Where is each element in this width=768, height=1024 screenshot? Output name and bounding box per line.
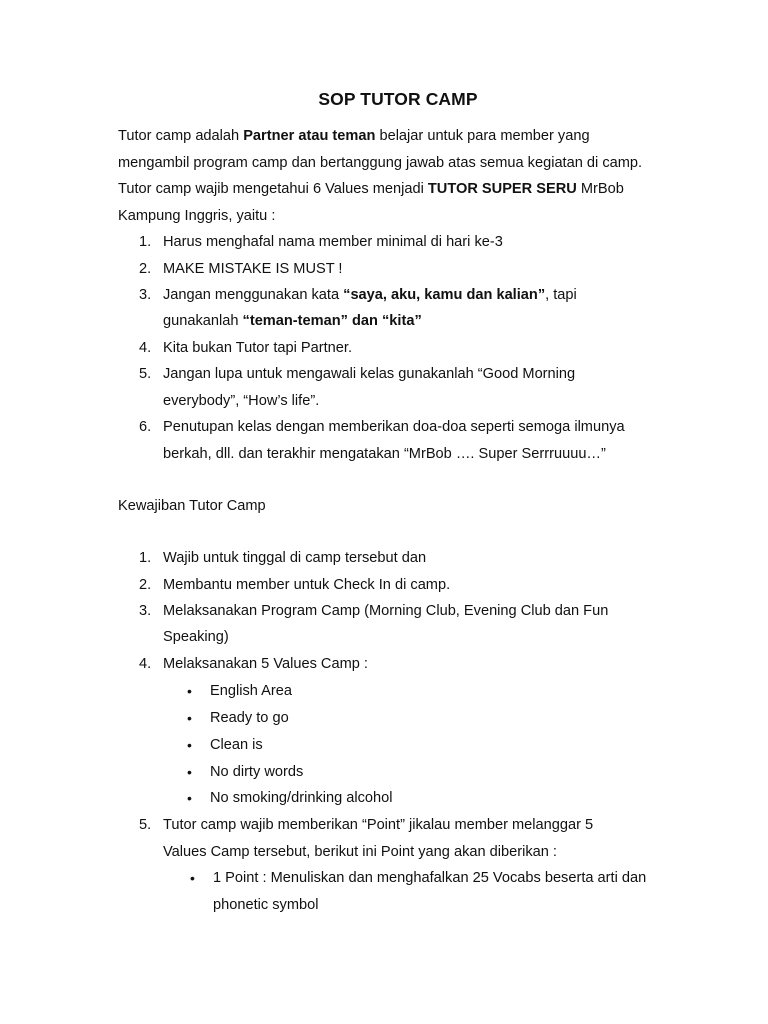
section-heading-kewajiban: Kewajiban Tutor Camp bbox=[118, 498, 266, 514]
values-number-1: 1. bbox=[139, 234, 152, 250]
bullet-icon: • bbox=[190, 870, 195, 886]
intro-line-2: mengambil program camp dan bertanggung jawab atas semua kegiatan di camp. bbox=[118, 155, 643, 171]
values-number-5: 5. bbox=[139, 366, 152, 382]
values-item-3-cont bbox=[163, 312, 422, 330]
values-camp-item: No smoking/drinking alcohol bbox=[210, 790, 393, 806]
intro-bold-tutor-super-seru: TUTOR SUPER SERU bbox=[427, 181, 577, 197]
intro-text: MrBob bbox=[576, 181, 624, 197]
bullet-icon: • bbox=[187, 683, 192, 699]
intro-text: Tutor camp adalah bbox=[118, 128, 244, 144]
bullet-icon: • bbox=[187, 710, 192, 726]
kewajiban-item-5-cont: Values Camp tersebut, berikut ini Point yang akan diberikan : bbox=[163, 844, 557, 860]
values-item-3-text: , tapi bbox=[545, 287, 577, 303]
kewajiban-number-4: 4. bbox=[139, 656, 152, 672]
point-item-1-cont: phonetic symbol bbox=[213, 897, 319, 913]
kewajiban-number-3: 3. bbox=[139, 603, 152, 619]
values-number-6: 6. bbox=[139, 419, 152, 435]
intro-line-3 bbox=[118, 180, 624, 198]
values-item-5: Jangan lupa untuk mengawali kelas gunakanlah “Good Morning bbox=[163, 366, 576, 382]
kewajiban-item-4: Melaksanakan 5 Values Camp : bbox=[163, 656, 368, 672]
values-number-3: 3. bbox=[139, 287, 152, 303]
values-item-6: Penutupan kelas dengan memberikan doa-doa seperti semoga ilmunya bbox=[163, 419, 625, 435]
kewajiban-number-1: 1. bbox=[139, 550, 152, 566]
values-camp-item: English Area bbox=[210, 683, 292, 699]
bullet-icon: • bbox=[187, 790, 192, 806]
values-item-3 bbox=[163, 286, 577, 304]
page-title: SOP TUTOR CAMP bbox=[318, 89, 478, 109]
values-item-3-text: Jangan menggunakan kata bbox=[163, 287, 344, 303]
kewajiban-number-2: 2. bbox=[139, 577, 152, 593]
values-item-3-text: gunakanlah bbox=[163, 313, 243, 329]
kewajiban-item-2: Membantu member untuk Check In di camp. bbox=[163, 577, 451, 593]
values-item-2: MAKE MISTAKE IS MUST ! bbox=[163, 261, 343, 277]
values-item-6-cont: berkah, dll. dan terakhir mengatakan “MrBob …. Super Serrruuuu…” bbox=[163, 446, 606, 462]
values-item-5-cont: everybody”, “How’s life”. bbox=[163, 393, 320, 409]
intro-line-1 bbox=[118, 127, 590, 145]
kewajiban-item-1: Wajib untuk tinggal di camp tersebut dan bbox=[163, 550, 427, 566]
intro-line-4: Kampung Inggris, yaitu : bbox=[118, 208, 276, 224]
kewajiban-item-3: Melaksanakan Program Camp (Morning Club, Evening Club dan Fun bbox=[163, 603, 609, 619]
bullet-icon: • bbox=[187, 737, 192, 753]
values-camp-item: Clean is bbox=[210, 737, 263, 753]
intro-text: belajar untuk para member yang bbox=[375, 128, 590, 144]
values-camp-item: No dirty words bbox=[210, 764, 304, 780]
values-item-3-bold: “teman-teman” dan “kita” bbox=[242, 313, 422, 329]
values-number-2: 2. bbox=[139, 261, 152, 277]
point-item-1: 1 Point : Menuliskan dan menghafalkan 25 Vocabs beserta arti dan bbox=[213, 870, 647, 886]
intro-bold-partner: Partner atau teman bbox=[243, 128, 376, 144]
values-item-4: Kita bukan Tutor tapi Partner. bbox=[163, 340, 353, 356]
values-item-3-bold: “saya, aku, kamu dan kalian” bbox=[343, 287, 546, 303]
bullet-icon: • bbox=[187, 764, 192, 780]
values-item-1: Harus menghafal nama member minimal di hari ke-3 bbox=[163, 234, 503, 250]
kewajiban-number-5: 5. bbox=[139, 817, 152, 833]
kewajiban-item-3-cont: Speaking) bbox=[163, 629, 229, 645]
values-number-4: 4. bbox=[139, 340, 152, 356]
intro-text: Tutor camp wajib mengetahui 6 Values menjadi bbox=[118, 181, 428, 197]
values-camp-item: Ready to go bbox=[210, 710, 289, 726]
kewajiban-item-5: Tutor camp wajib memberikan “Point” jikalau member melanggar 5 bbox=[163, 817, 594, 833]
